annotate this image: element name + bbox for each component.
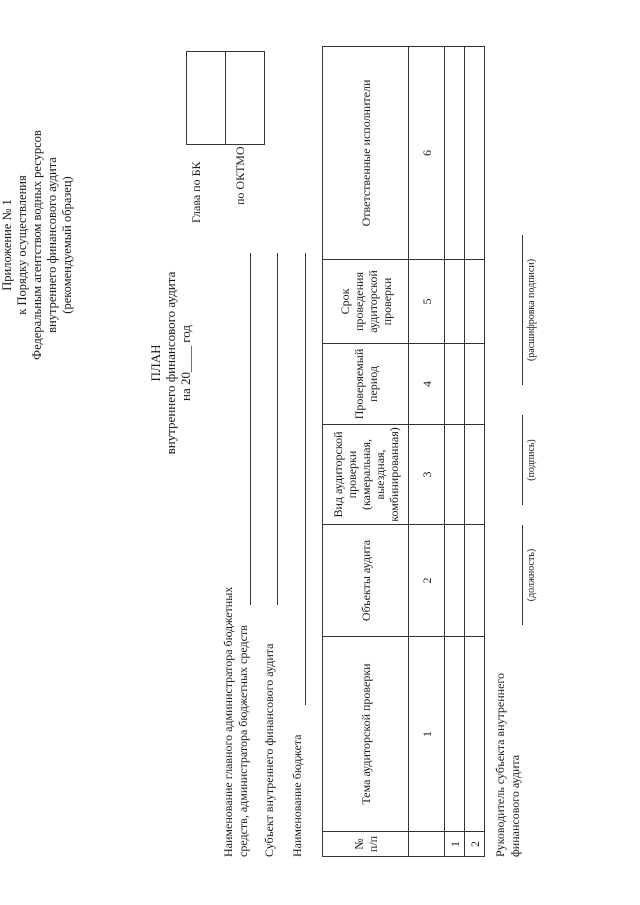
table-row [445, 47, 465, 857]
appendix-line-2: к Порядку осуществления [15, 175, 29, 315]
row-1-number: 1 [445, 832, 465, 857]
budget-field-line[interactable] [305, 253, 306, 705]
position-caption: (должность) [526, 548, 537, 602]
admin-label-line-2: средств, администратора бюджетных средств [236, 625, 250, 857]
col-header-type: Вид аудиторской проверки (камеральная, выездная, комбинированная) [323, 425, 409, 525]
plan-title: ПЛАН [148, 344, 163, 382]
signature-label-line-1: Руководитель субъекта внутреннего [493, 672, 507, 857]
row-2-objects[interactable] [465, 525, 485, 637]
table-number-row [409, 47, 445, 857]
row-2-type[interactable] [465, 425, 485, 525]
col-header-topic: Тема аудиторской проверки [323, 637, 409, 832]
row-2-topic[interactable] [465, 637, 485, 832]
plan-title-block [148, 213, 193, 513]
plan-year: на 20____ год [178, 325, 193, 401]
subject-label: Субъект внутреннего финансового аудита [262, 643, 276, 857]
col-number-0 [409, 832, 445, 857]
table-row [465, 47, 485, 857]
position-line[interactable] [522, 525, 523, 625]
row-1-topic[interactable] [445, 637, 465, 832]
sign-caption: (подпись) [526, 439, 537, 481]
row-2-number: 2 [465, 832, 485, 857]
table-header-row [323, 47, 409, 857]
code-table [186, 51, 265, 145]
decode-line[interactable] [522, 235, 523, 385]
oktmo-cell[interactable] [226, 52, 265, 145]
audit-plan-table [322, 46, 485, 857]
col-number-2: 2 [409, 525, 445, 637]
col-header-number: № п/п [323, 832, 409, 857]
appendix-line-1: Приложение № 1 [0, 199, 14, 291]
col-header-objects: Объекты аудита [323, 525, 409, 637]
appendix-line-5: (рекомендуемый образец) [60, 176, 74, 314]
glava-bk-label: Глава по БК [189, 161, 203, 223]
subject-field-line[interactable] [277, 253, 278, 605]
appendix-line-4: внутреннего финансового аудита [45, 157, 59, 333]
appendix-header [0, 85, 75, 405]
row-1-period[interactable] [445, 344, 465, 425]
row-1-type[interactable] [445, 425, 465, 525]
admin-field-line[interactable] [250, 253, 251, 605]
row-2-term[interactable] [465, 260, 485, 344]
admin-label-line-1: Наименование главного администратора бюджетных [221, 586, 235, 857]
plan-subtitle: внутреннего финансового аудита [163, 271, 178, 455]
col-header-period: Проверяемый период [323, 344, 409, 425]
signature-label-line-2: финансового аудита [508, 754, 522, 857]
glava-bk-cell[interactable] [187, 52, 226, 145]
col-number-6: 6 [409, 47, 445, 260]
decode-caption: (расшифровка подписи) [526, 258, 537, 362]
budget-label: Наименование бюджета [290, 734, 304, 857]
col-header-term: Срок проведения аудиторской проверки [323, 260, 409, 344]
oktmo-label: по ОКТМО [233, 146, 247, 205]
row-2-responsible[interactable] [465, 47, 485, 260]
col-number-1: 1 [409, 637, 445, 832]
row-1-objects[interactable] [445, 525, 465, 637]
row-1-term[interactable] [445, 260, 465, 344]
col-number-5: 5 [409, 260, 445, 344]
row-1-responsible[interactable] [445, 47, 465, 260]
row-2-period[interactable] [465, 344, 485, 425]
sign-line[interactable] [522, 415, 523, 505]
appendix-line-3: Федеральным агентством водных ресурсов [30, 130, 44, 360]
col-number-3: 3 [409, 425, 445, 525]
col-number-4: 4 [409, 344, 445, 425]
col-header-responsible: Ответственные исполнители [323, 47, 409, 260]
